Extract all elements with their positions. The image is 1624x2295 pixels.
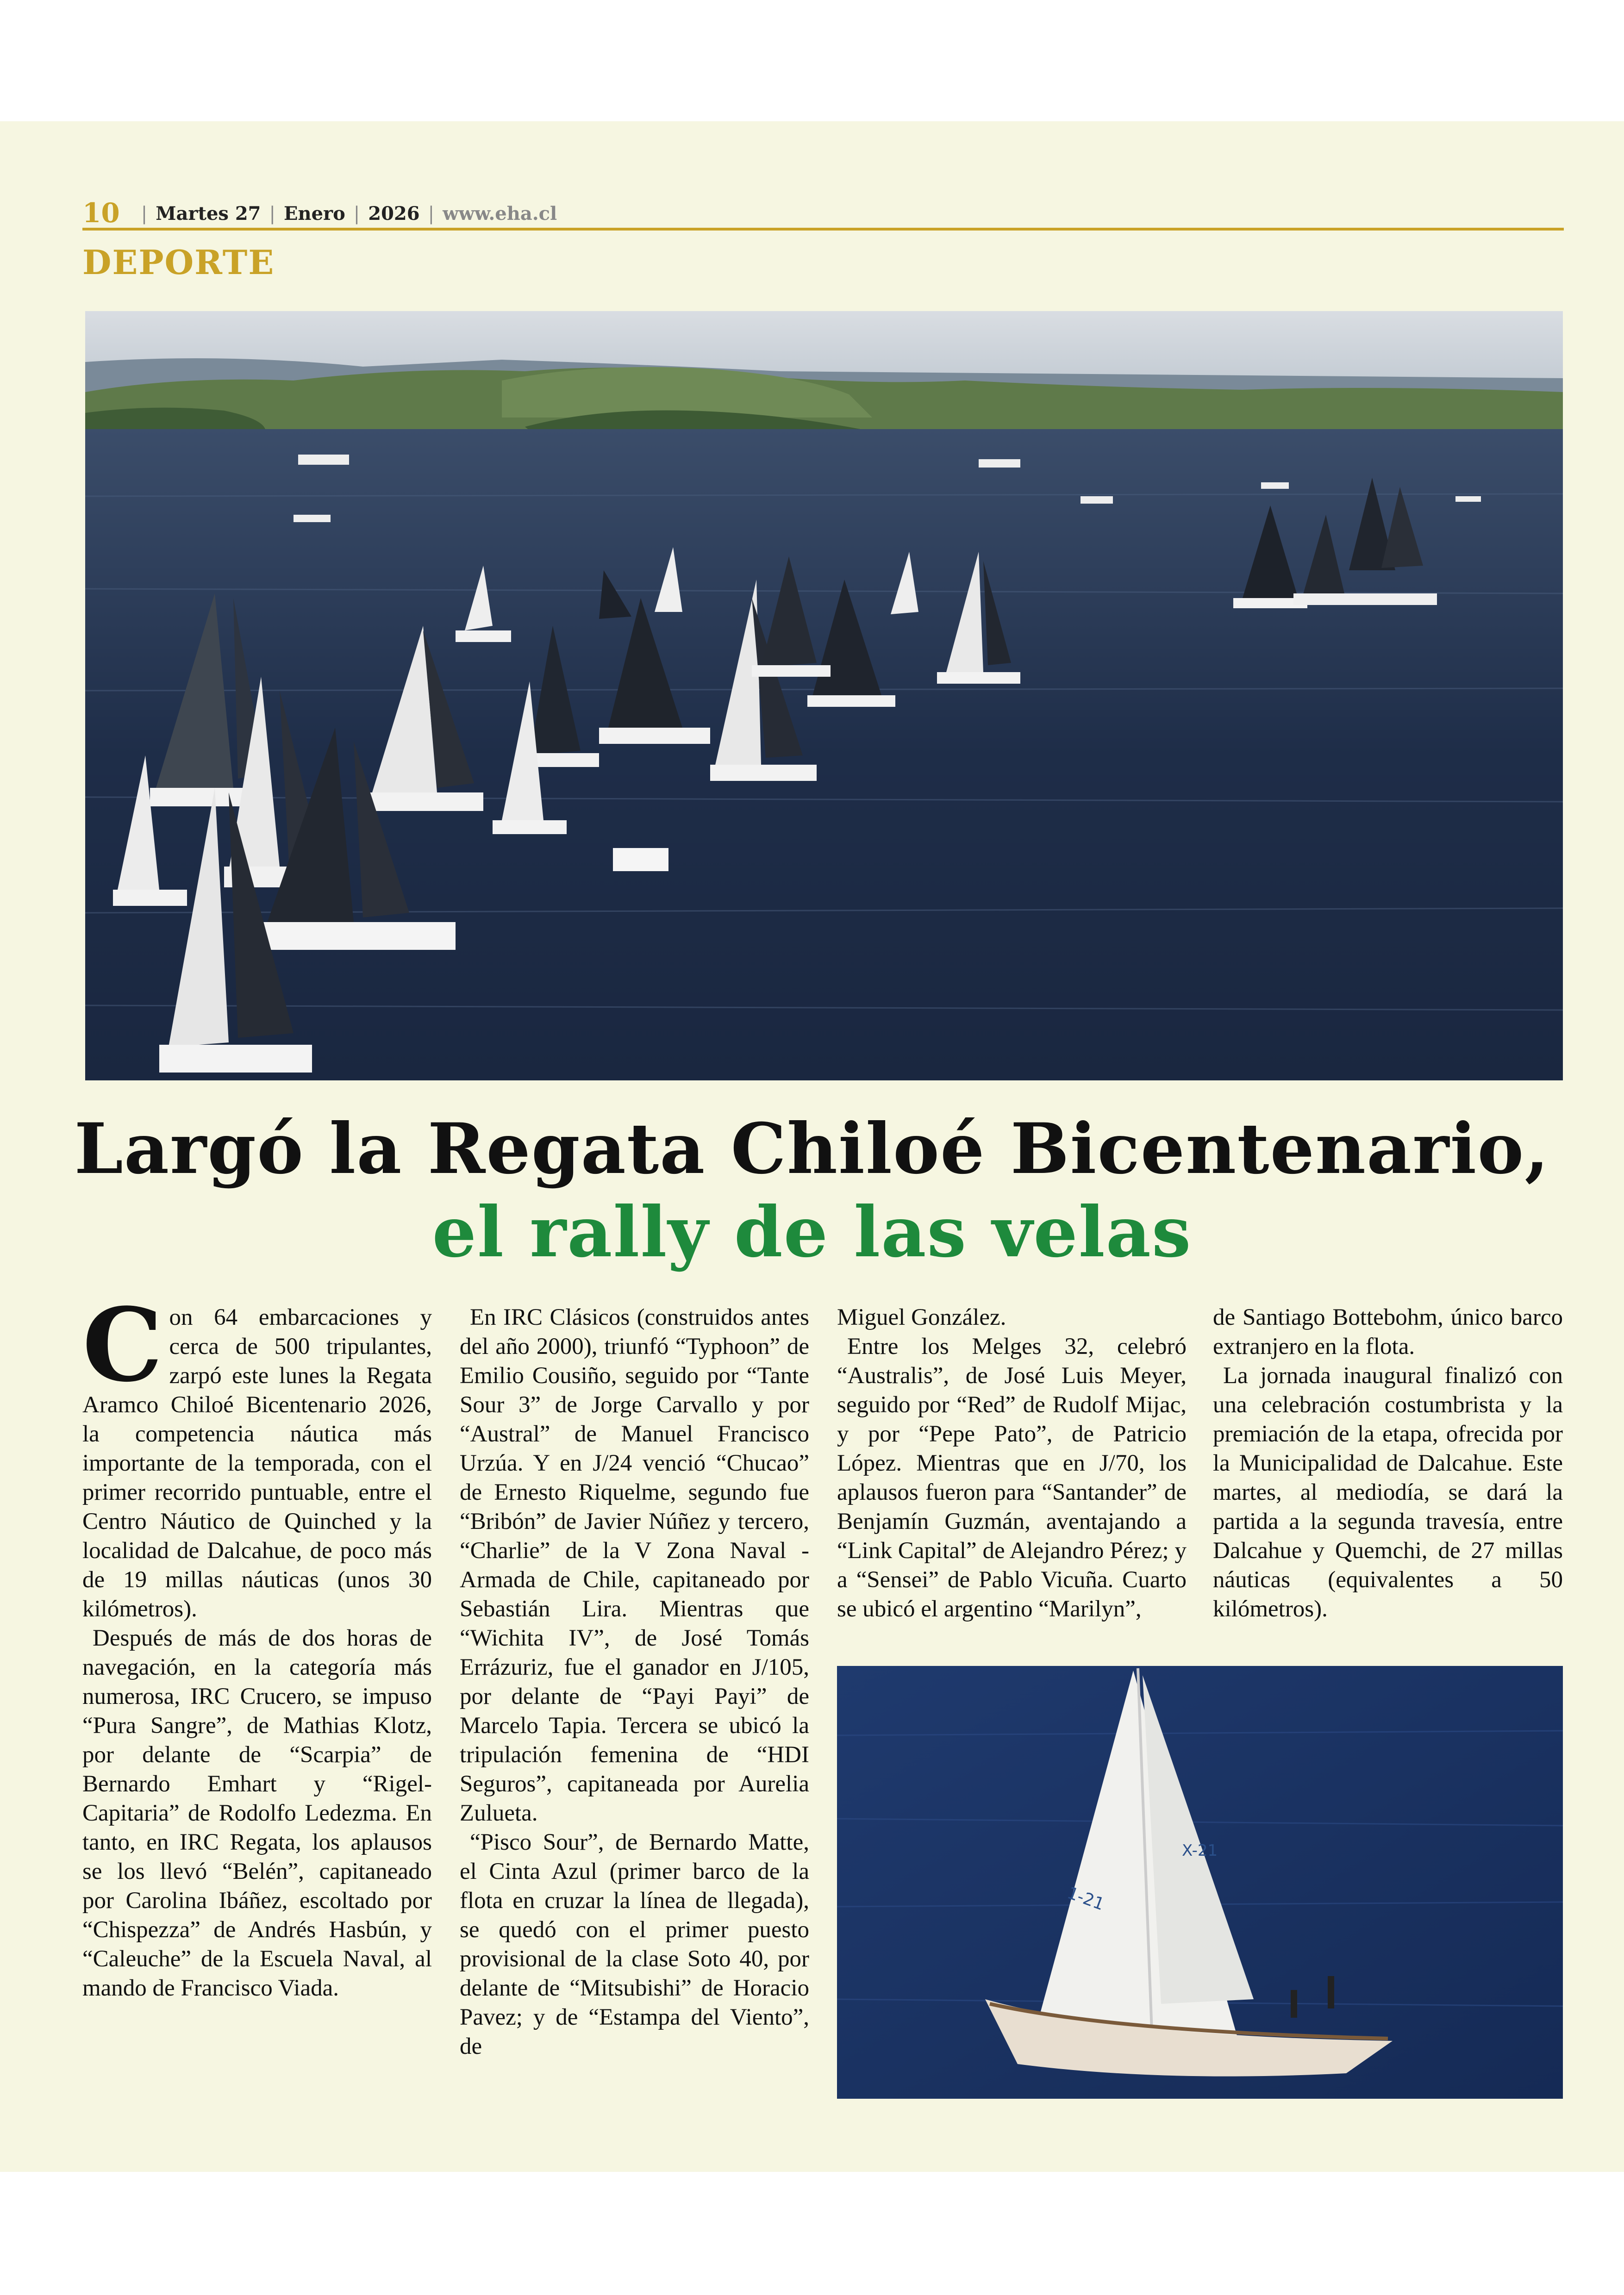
headline-line-1: Largó la Regata Chiloé Bicentenario, — [74, 1108, 1550, 1190]
header-separator: | — [141, 203, 148, 225]
article-column-3 — [837, 1303, 1187, 1624]
section-title: DEPORTE — [82, 243, 275, 282]
paragraph — [82, 1286, 432, 1624]
article-column-4 — [1213, 1303, 1563, 1624]
paragraph: Entre los Melges 32, celebró “Australis”, de José Luis Meyer, seguido por “Red” de Rudolf Mijac, y por “Pepe Pato”, de Patricio López. Mientras que en J/70, los aplausos fueron para “Santander” de Benjamín Guzmán, aventajando a “Link Capital” de Alejandro Pérez; y a “Sensei” de Pablo Vicuña. Cuarto se ubicó el argentino “Marilyn”, — [837, 1334, 1187, 1622]
header-separator: | — [269, 203, 275, 225]
drop-cap: C — [82, 1286, 163, 1404]
sail-number-jib: X-21 — [1182, 1841, 1218, 1860]
header-day: Martes 27 — [156, 203, 261, 225]
paragraph: Miguel González. — [837, 1304, 1006, 1330]
headline-line-2: el rally de las velas — [432, 1191, 1192, 1273]
regatta-fleet-photo — [85, 311, 1563, 1080]
paragraph: Después de más de dos horas de navegación, en la categoría más numerosa, IRC Crucero, se impuso “Pura Sangre”, de Mathias Klotz, por delante de “Scarpia” de Bernardo Emhart y “Rigel-Capitaria” de Rodolfo Ledezma. En tanto, en IRC Regata, los aplausos se los llevó “Belén”, capitaneado por Carolina Ibáñez, escoltado por “Chispezza” de Andrés Hasbún, y “Caleuche” de la Escuela Naval, al mando de Francisco Viada. — [82, 1625, 432, 2001]
paragraph: de Santiago Bottebohm, único barco extranjero en la flota. — [1213, 1304, 1563, 1360]
page-header — [82, 195, 1564, 231]
header-website[interactable]: www.eha.cl — [443, 203, 557, 225]
paragraph: “Pisco Sour”, de Bernardo Matte, el Cinta Azul (primer barco de la flota en cruzar la línea de llegada), se quedó con el primer puesto provisional de la clase Soto 40, por delante de “Mitsubishi” de Horacio Pavez; y de “Estampa del Viento”, de — [460, 1829, 809, 2059]
article-headline — [0, 1107, 1624, 1274]
header-separator: | — [428, 203, 435, 225]
header-year: 2026 — [368, 203, 420, 225]
article-column-2 — [460, 1303, 809, 2061]
paragraph: En IRC Clásicos (construidos antes del año 2000), triunfó “Typhoon” de Emilio Cousiño, seguido por “Tante Sour 3” de Jorge Carvallo y por “Austral” de Manuel Francisco Urzúa. Y en J/24 venció “Chucao” de Ernesto Riquelme, segundo fue “Bribón” de Javier Núñez y tercero, “Charlie” de la V Zona Naval - Armada de Chile, capitaneado por Sebastián Lira. Mientras que “Wichita IV”, de José Tomás Errázuriz, fue el ganador en J/105, por delante de “Payi Payi” de Marcelo Tapia. Tercera se ubicó la tripulación femenina de “HDI Seguros”, capitaneada por Aurelia Zulueta. — [460, 1304, 809, 1826]
paragraph: La jornada inaugural finalizó con una celebración costumbrista y la premiación de la etapa, ofrecida por la Municipalidad de Dalcahue. Este martes, al mediodía, se dará la partida a la segunda travesía, entre Dalcahue y Quemchi, de 27 millas náuticas (equivalentes a 50 kilómetros). — [1213, 1363, 1563, 1622]
classic-sailboat-photo — [837, 1666, 1563, 2099]
paragraph-text: on 64 embarcaciones y cerca de 500 tripulantes, zarpó este lunes la Regata Aramco Chiloé Bicentenario 2026, la competencia náutica más importante de la temporada, con el primer recorrido puntuable, entre el Centro Náutico de Quinched y la localidad de Dalcahue, de poco más de 19 millas náuticas (unos 30 kilómetros). — [82, 1304, 432, 1622]
header-separator: | — [353, 203, 360, 225]
sail-number-main: 1-21 — [1064, 1883, 1107, 1915]
newspaper-page — [0, 121, 1624, 2172]
header-month: Enero — [284, 203, 345, 225]
article-column-1 — [82, 1286, 432, 2003]
page-number: 10 — [82, 197, 120, 229]
